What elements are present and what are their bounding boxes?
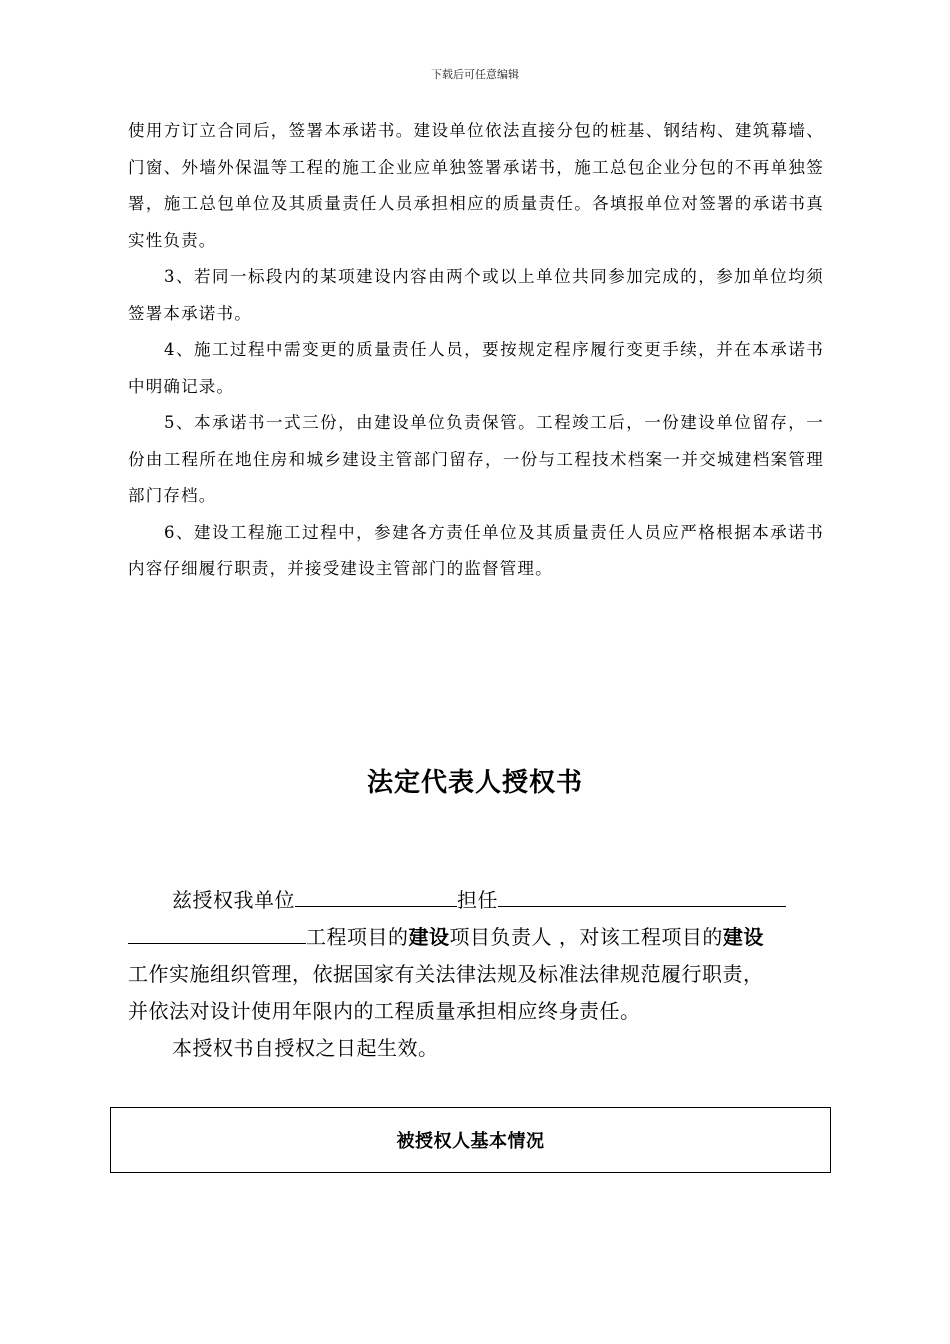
authorization-bold-term-2: 建设 [722,925,764,949]
authorization-title: 法定代表人授权书 [366,768,583,798]
unit-name-blank[interactable] [295,886,457,907]
commitment-paragraph-continued: 使用方订立合同后，签署本承诺书。建设单位依法直接分包的桩基、钢结构、建筑幕墙、门窗、外墙外保温等工程的施工企业应单独签署承诺书，施工总包企业分包的不再单独签署，施工总包单位及其质量责任人员承担相应的质量责任。各填报单位对签署的承诺书真实性负责。 [128,121,824,250]
commitment-paragraph-4: 4、施工过程中需变更的质量责任人员，要按规定程序履行变更手续，并在本承诺书中明确记录。 [128,340,824,396]
authorization-prefix: 兹授权我单位 [172,888,295,912]
authorization-bold-term-1: 建设 [408,925,450,949]
authorization-project-text: 工程项目的 [306,925,409,949]
authorization-role-label: 担任 [457,888,498,912]
authorization-body [128,882,812,1067]
authorization-responsible-text: 项目负责人 ，对该工程项目的 [449,925,723,949]
authorization-effective: 本授权书自授权之日起生效。 [172,1036,439,1060]
authorized-person-info-table [110,1107,831,1173]
info-table-heading: 被授权人基本情况 [396,1131,545,1152]
commitment-paragraph-5: 5、本承诺书一式三份，由建设单位负责保管。工程竣工后，一份建设单位留存，一份由工程所在地住房和城乡建设主管部门留存，一份与工程技术档案一并交城建档案管理部门存档。 [128,413,824,505]
authorization-line-3: 工作实施组织管理，依据国家有关法律法规及标准法律规范履行职责， [128,962,764,986]
role-blank[interactable] [498,886,786,907]
page-header-note: 下载后可任意编辑 [431,68,519,81]
authorization-line-4: 并依法对设计使用年限内的工程质量承担相应终身责任。 [128,999,641,1023]
authorization-line-2 [128,919,812,956]
commitment-paragraph-3: 3、若同一标段内的某项建设内容由两个或以上单位共同参加完成的，参加单位均须签署本承诺书。 [128,267,824,323]
commitment-notes [128,113,824,588]
project-name-blank[interactable] [128,923,306,944]
authorization-line-1 [128,882,812,919]
commitment-paragraph-6: 6、建设工程施工过程中，参建各方责任单位及其质量责任人员应严格根据本承诺书内容仔细履行职责，并接受建设主管部门的监督管理。 [128,522,824,578]
